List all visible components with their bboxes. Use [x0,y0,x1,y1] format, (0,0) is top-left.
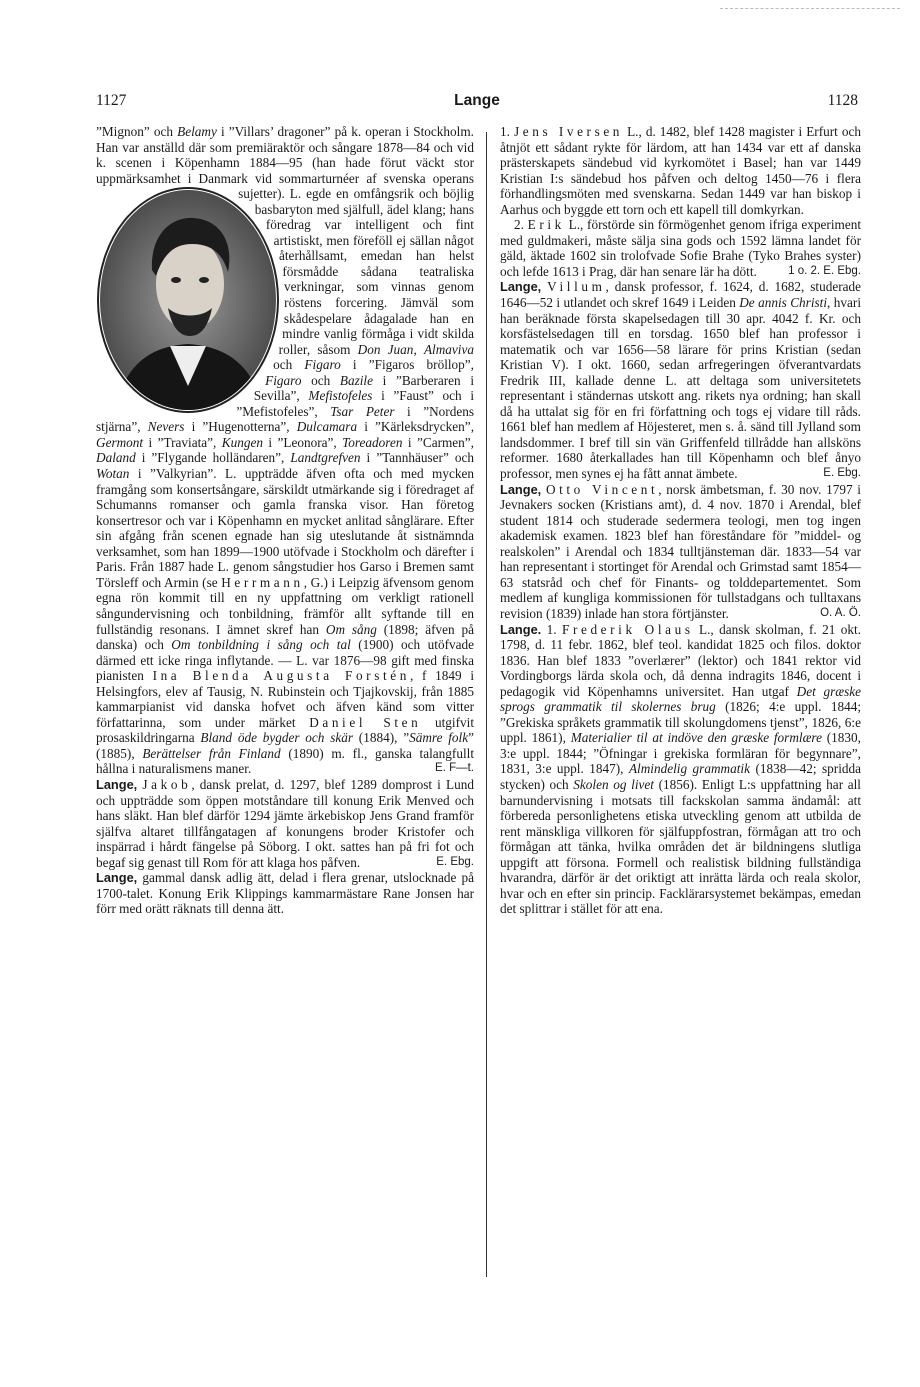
signature: E. Ebg. [436,855,474,868]
signature: O. A. Ö. [820,606,861,619]
entry-jens-iversen: 1. Jens Iversen L., d. 1482, blef 1428 magister i Erfurt och åtnjöt ett sådant rykte för lärdom, att han 1434 var ett af danska prästerskapets sändebud vid kyrkomötet i Basel; han var 1449 Kristian I:s sändebud hos påfven och deltog 1450—76 i flera förhandlingsmöten med svenskarna. Sedan 1449 var han biskop i Aarhus och byggde ett torn och ett kapell till domkyrkan. [500,124,862,217]
headword: Lange, [500,279,542,295]
entry-otto-vincent: Lange, Otto Vincent, norsk ämbetsman, f. 30 nov. 1797 i Jevnakers socken (Kristians amt), d. 4 nov. 1870 i Arendal, blef student 1814 och studerade sedermera teologi, men tog ingen akademisk examen. 1823 blef han föreståndare för ”middel- og realskolen” i Arendal och 1834 tulltjänsteman där. 1833—54 var han representant i stortinget för Arendal och Grimstad samt 1854—63 statsråd och chef för Finants- og tolddepartementet. Som medlem af kungliga kommissionen för tullstadgans och tulltaxans revision (1839) inlade han stora förtjänster. O. A. Ö. [500,481,861,621]
headword: Lange. [500,621,542,637]
portrait-image [94,186,282,414]
headword: Lange, [96,776,138,792]
entry-lange-slakt: Lange, gammal dansk adlig ätt, delad i flera grenar, utslocknade på 1700-talet. Konung Erik Klippings kammarmästare Rane Jonsen har förr med orätt räknats till denna ätt. [96,870,474,917]
page-number-right: 1128 [827,92,858,109]
entry-jakob: Lange, Jakob, dansk prelat, d. 1297, blef 1289 domprost i Lund och uppträdde som öppen motståndare till konung Erik Menved och hans släkt. Han blef därför 1294 jämte ärkebiskop Jens Grand framför själfva altaret tillfångatagen af konungens broder Kristofer och inspärrad i hårdt fängelse på Söborg. I okt. sattes han på fri fot och begaf sig genast till Rom för att klaga hos påfven. E. Ebg. [96,776,474,870]
page-number-left: 1127 [96,92,127,109]
scan-edge-line [720,8,900,10]
column-divider [486,132,487,1277]
headword: Lange, [96,870,138,886]
entry-erik: 2. Erik L., förstörde sin förmögenhet genom ifriga experiment med guldmakeri, måste sälja sina gods och 1592 lämna landet för gäld, äktade 1602 sin trolofvade Sofie Brahe (Tyko Brahes syster) och lefde 1613 i Prag, där han senare lär ha dött. 1 o. 2. E. Ebg. [500,217,862,279]
running-head: Lange [454,92,500,109]
signature: E. Ebg. [823,467,861,480]
headword: Lange, [500,481,542,497]
entry-lange-cont: ”Mignon” och Belamy i ”Villars’ dragoner” på k. operan i Stockholm. Han var anställd där som premiäraktör och sångare 1878—84 och vid k. scenen i Köpenhamn 1884—95 (han hade förut väckt stor uppmärksamhet i Danmark vid sommarturnéer af svenska operans sujetter). L. egde en omfångsrik och böjlig basbaryton med själfull, ädel klang; hans föredrag var intelligent och fint artistiskt, men föreföll ej sällan något återhållsamt, emedan han helst försmådde sådana teatraliska verkningar, som vinnas genom röstens forcering. Jämväl som skådespelare ådagalade han en mindre vanlig förmåga i vidt skilda roller, såsom Don Juan, Almaviva och Figaro i ”Figaros bröllop”, Figaro och Bazile i ”Barberaren i Sevilla”, Mefistofeles i ”Faust” och i ”Mefistofeles”, Tsar Peter i ”Nordens stjärna”, Nevers i ”Hugenotterna”, Dulcamara i ”Kärleksdrycken”, Germont i ”Traviata”, Kungen i ”Leonora”, Toreadoren i ”Carmen”, Daland i ”Flygande holländaren”, Landtgrefven i ”Tannhäuser” och Wotan i ”Valkyrian”. L. uppträdde äfven ofta och med mycken framgång som konsertsångare, särskildt utmärkande sig i föredraget af Schumanns romanser och gamla franska visor. Han företog konsertresor och var i Köpenhamn en mycket anlitad sånglärare. Efter sin afgång från scenen egnade han sig uteslutande åt sistnämnda verksamhet, som han 1899—1900 utöfvade i Stockholm och därefter i Paris. Från 1887 hade L. genom sångstudier hos Garso i Bremen samt Törsleff och Armin (se Herrmann, G.) i Leipzig äfvensom genom egna rön kommit till en ny uppfattning om verkligt rationell sångundervisning och tonbildning, främför allt syftande till en fullständig resonans. I ämnet skref han Om sång (1898; äfven på danska) och Om tonbildning i sång och tal (1900) och utöfvade därmed ett icke ringa inflytande. — L. var 1876—98 gift med finska pianisten Ina Blenda Augusta Forstén, f 1849 i Helsingfors, elev af Tausig, N. Rubinstein och Tjajkovskij, från 1885 kammarpianist vid danska hofvet och äfven känd som vitter författarinna, som under märket Daniel Sten utgifvit prosaskildringarna Bland öde bygder och skär (1884), ”Sämre folk” (1885), Berättelser från Finland (1890) m. fl., ganska talangfullt hållna i naturalismens maner. E. F—t. [96,124,475,777]
left-column [96,124,474,917]
right-column [500,124,861,917]
entry-frederik-olaus: Lange. 1. Frederik Olaus L., dansk skolman, f. 21 okt. 1798, d. 11 febr. 1862, blef teol. kandidat 1825 och filos. doktor 1836. Han blef 1833 ”overlærer” (lektor) och 1841 rektor vid Vordingborgs lärda skola och, då denna indragits 1846, docent i pedagogik vid Köpenhamns universitet. Han utgaf Det græske sprogs grammatik til skolernes brug (1826; 4:e uppl. 1844; ”Grekiska språkets grammatik till skolungdomens tjenst”, 1826, 6:e uppl. 1861), Materialier til at indöve den græske formlære (1830, 3:e uppl. 1844; ”Öfningar i grekiska formläran för begynnare”, 1831, 3:e uppl. 1847), Almindelig grammatik (1838—42; spridda stycken) och Skolen og livet (1856). Enligt L:s uppfattning har all barnundervisning i motsats till fackskolan samma ändamål: att förbereda personlighetens etiska utveckling genom att utbilda de rent mänskliga villkoren för själfuppfostran, förmågan att tro och förmågan att tänka, hvilka områden det är bildningens slutliga uppgift att försona. Formell och realistisk bildning fullständiga hvarandra, därför är det oriktigt att inrätta lärda och reala skolor, hvar och en efter sin princip. Facklärarsystemet bekämpas, emedan det splittrar i stället för att ena. [500,621,862,917]
page-header [96,92,858,116]
entry-villum: Lange, Villum, dansk professor, f. 1624, d. 1682, studerade 1646—52 i utlandet och skref 1649 i Leiden De annis Christi, hvari han beräknade första skapelsedagen till 30 apr. 4042 f. Kr. och korsfästelsedagen till en torsdag. 1650 blef han professor i matematik och var 1656—58 lärare för prins Kristian (sedan Kristian V). I okt. 1660, sedan arfregeringen öfverantvardats Fredrik III, kallade denne L. att deltaga som universitetets representant i ständernas utskott ang. rikets nya ordning; han skall då ha uttalat sig för en fri författning och togs ej vidare till råds. 1661 blef han medlem af Höjesteret, men s. å. sänd till Jylland som landsdommer. I bref till sin vän Griffenfeld tillrådde han allsköns reformer. 1680 återkallades han till Köpenhamn och blef ånyo professor, men synes ej ha fått annat ämbete. E. Ebg. [500,279,862,482]
signature: 1 o. 2. E. Ebg. [788,264,861,277]
signature: E. F—t. [435,762,474,775]
